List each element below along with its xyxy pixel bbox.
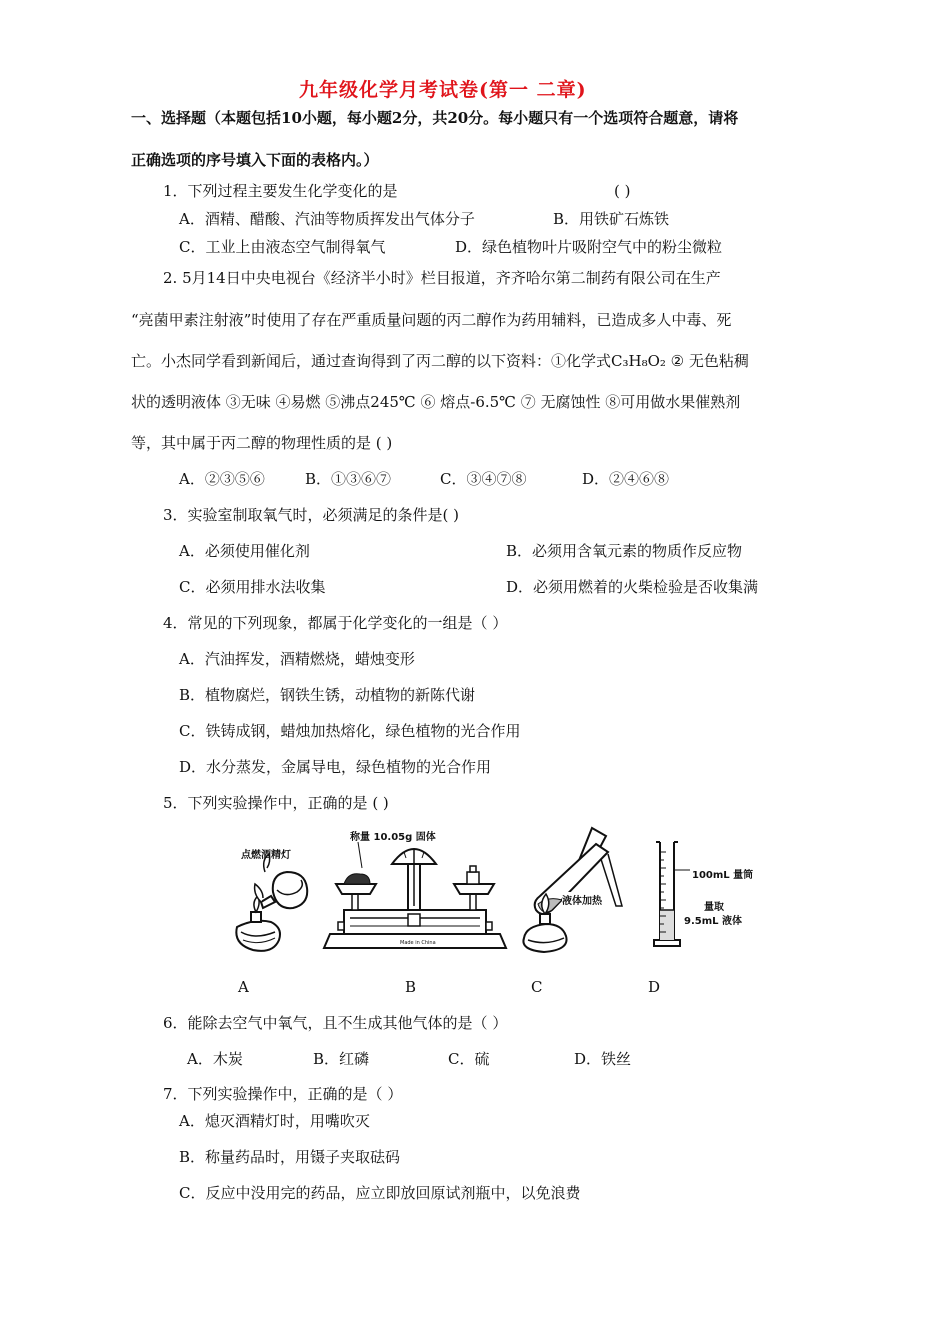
q2-line1: 2. 5月14日中央电视台《经济半小时》栏目报道，齐齐哈尔第二制药有限公司在生产 xyxy=(163,269,721,287)
q3-option-b: B．必须用含氧元素的物质作反应物 xyxy=(506,542,743,560)
q7-option-a: A．熄灭酒精灯时，用嘴吹灭 xyxy=(179,1112,370,1130)
figure-c-heating-liquid xyxy=(512,826,632,954)
q2-line5: 等，其中属于丙二醇的物理性质的是 ( ) xyxy=(131,434,393,452)
q1-option-a: A．酒精、醋酸、汽油等物质挥发出气体分子 xyxy=(179,210,475,228)
section-heading-line1: 一、选择题（本题包括10小题，每小题2分，共20分。每小题只有一个选项符合题意，请将 xyxy=(131,109,739,127)
q3-option-c: C．必须用排水法收集 xyxy=(179,578,326,596)
q2-option-b: B．①③⑥⑦ xyxy=(305,470,392,488)
q6-option-b: B．红磷 xyxy=(313,1050,370,1068)
q2-option-c: C．③④⑦⑧ xyxy=(440,470,527,488)
q1-option-c: C．工业上由液态空气制得氧气 xyxy=(179,238,386,256)
heating-tube-drawing xyxy=(512,826,632,954)
q2-line2: “亮菌甲素注射液”时使用了存在严重质量问题的丙二醇作为药用辅料，已造成多人中毒、死 xyxy=(131,311,732,329)
measuring-cylinder-drawing xyxy=(650,840,690,956)
q4-option-a: A．汽油挥发，酒精燃烧，蜡烛变形 xyxy=(179,650,415,668)
q7-option-c: C．反应中没用完的药品，应立即放回原试剂瓶中，以免浪费 xyxy=(179,1184,581,1202)
figure-c-label: 液体加热 xyxy=(562,892,602,907)
q5-figure-letter-c: C xyxy=(531,978,543,996)
q7-stem: 7．下列实验操作中，正确的是（ ） xyxy=(163,1085,403,1103)
q2-line3: 亡。小杰同学看到新闻后，通过查询得到了丙二醇的以下资料：①化学式C₃H₈O₂ ② 无色粘稠 xyxy=(131,352,749,370)
q4-option-d: D．水分蒸发，金属导电，绿色植物的光合作用 xyxy=(179,758,492,776)
q1-answer-paren: ( ) xyxy=(614,182,631,200)
q6-stem: 6．能除去空气中氧气，且不生成其他气体的是（ ） xyxy=(163,1014,508,1032)
figure-b-balance xyxy=(320,826,510,954)
q4-option-c: C．铁铸成钢，蜡烛加热熔化，绿色植物的光合作用 xyxy=(179,722,521,740)
q5-stem: 5．下列实验操作中，正确的是 ( ) xyxy=(163,794,389,812)
section-heading-line2: 正确选项的序号填入下面的表格内。） xyxy=(131,151,379,169)
figure-d-cylinder xyxy=(650,840,754,956)
figure-a-label: 点燃酒精灯 xyxy=(241,850,291,861)
q7-option-b: B．称量药品时，用镊子夹取砝码 xyxy=(179,1148,401,1166)
q2-option-d: D．②④⑥⑧ xyxy=(582,470,670,488)
q3-option-a: A．必须使用催化剂 xyxy=(179,542,310,560)
page-title: 九年级化学月考试卷(第一 二章) xyxy=(299,79,587,101)
q3-option-d: D．必须用燃着的火柴检验是否收集满 xyxy=(506,578,759,596)
q5-figure-letter-b: B xyxy=(405,978,417,996)
figure-b-plate-text: Made in China xyxy=(400,940,436,946)
figure-d-label-measure: 量取 xyxy=(704,902,724,913)
q3-stem: 3．实验室制取氧气时，必须满足的条件是( ) xyxy=(163,506,460,524)
figure-d-label-cylinder: 100mL 量筒 xyxy=(692,870,754,881)
balance-drawing xyxy=(320,826,510,954)
q6-option-a: A．木炭 xyxy=(187,1050,243,1068)
q5-figure-letter-d: D xyxy=(648,978,661,996)
q5-figure-letter-a: A xyxy=(238,978,249,996)
q2-option-a: A．②③⑤⑥ xyxy=(179,470,265,488)
figure-d-label-volume: 9.5mL 液体 xyxy=(684,916,742,927)
q4-option-b: B．植物腐烂，钢铁生锈，动植物的新陈代谢 xyxy=(179,686,476,704)
q2-line4: 状的透明液体 ③无味 ④易燃 ⑤沸点245℃ ⑥ 熔点-6.5℃ ⑦ 无腐蚀性 ⑧可用做水果催熟剂 xyxy=(131,393,741,411)
q1-option-d: D．绿色植物叶片吸附空气中的粉尘微粒 xyxy=(455,238,723,256)
q4-stem: 4．常见的下列现象，都属于化学变化的一组是（ ） xyxy=(163,614,508,632)
q1-stem: 1．下列过程主要发生化学变化的是 xyxy=(163,182,398,200)
figure-a-lighting-lamp xyxy=(225,832,325,962)
q6-option-d: D．铁丝 xyxy=(574,1050,632,1068)
figure-b-label: 称量 10.05g 固体 xyxy=(350,832,436,843)
q1-option-b: B．用铁矿石炼铁 xyxy=(553,210,670,228)
q6-option-c: C．硫 xyxy=(448,1050,490,1068)
